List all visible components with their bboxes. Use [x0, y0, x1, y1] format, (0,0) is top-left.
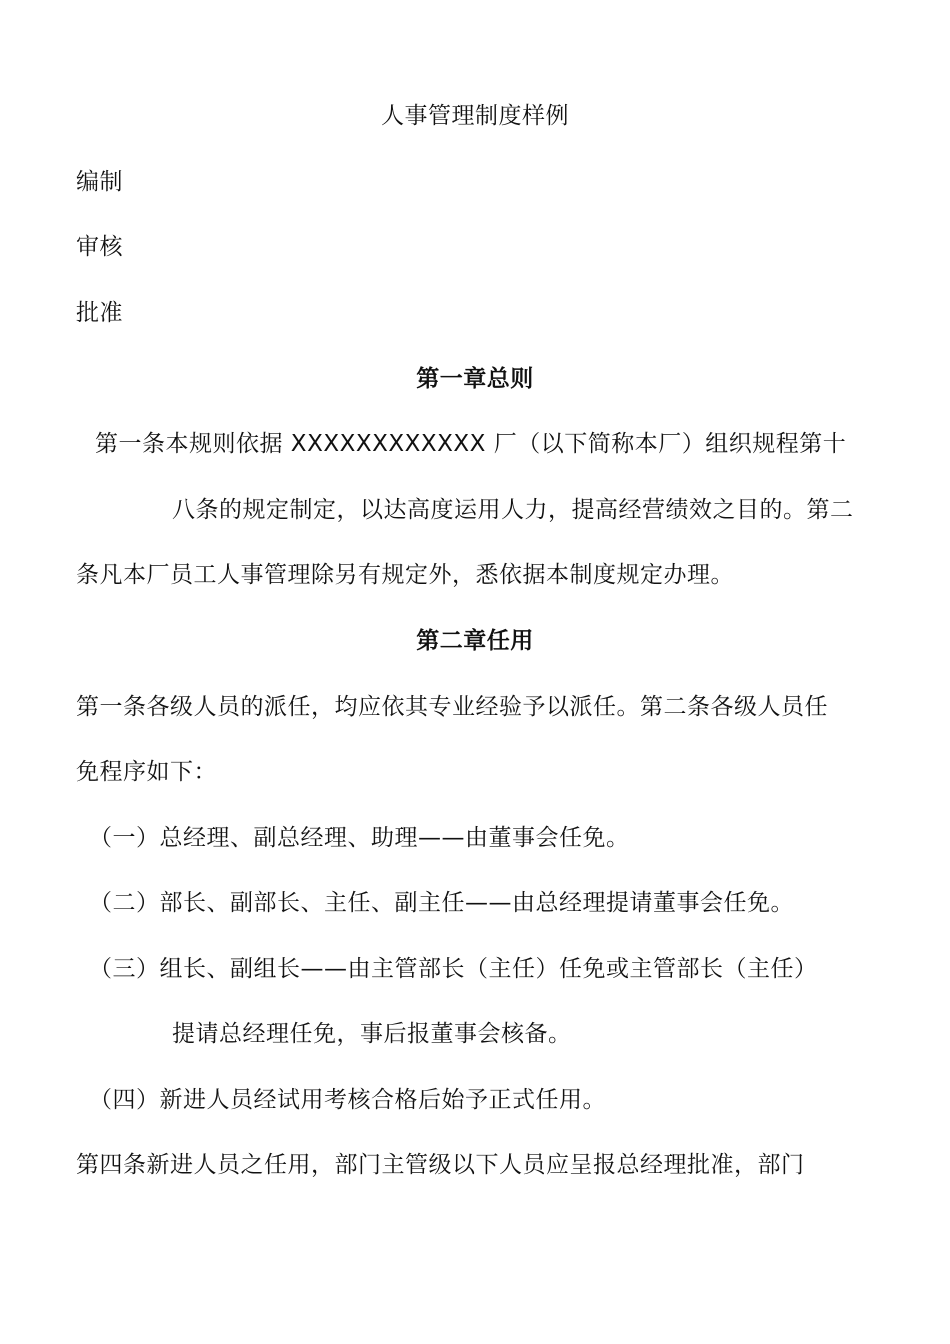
- document-title: 人事管理制度样例: [381, 103, 569, 129]
- chapter-2-paragraph-line: 第四条新进人员之任用，部门主管级以下人员应呈报总经理批准，部门: [76, 1152, 805, 1178]
- signoff-approved-label: 批准: [76, 300, 123, 326]
- appointment-item-1: （一）总经理、副总经理、助理——由董事会任免。: [89, 825, 630, 851]
- chapter-2-paragraph-line: 免程序如下：: [76, 759, 217, 785]
- signoff-reviewed-label: 审核: [76, 234, 123, 260]
- chapter-2-paragraph-line: 第一条各级人员的派任，均应依其专业经验予以派任。第二条各级人员任: [76, 694, 828, 720]
- chapter-1-paragraph-line: 八条的规定制定，以达高度运用人力，提高经营绩效之目的。第二: [172, 497, 854, 523]
- appointment-item-4: （四）新进人员经试用考核合格后始予正式任用。: [89, 1087, 606, 1113]
- signoff-prepared-label: 编制: [76, 169, 123, 195]
- appointment-item-2: （二）部长、副部长、主任、副主任——由总经理提请董事会任免。: [89, 890, 794, 916]
- chapter-1-heading: 第一章总则: [416, 366, 534, 392]
- appointment-item-3-continued: 提请总经理任免，事后报董事会核备。: [172, 1021, 572, 1047]
- chapter-2-heading: 第二章任用: [416, 628, 534, 654]
- chapter-1-paragraph-line: 第一条本规则依据 XXXXXXXXXXXX 厂（以下简称本厂）组织规程第十: [95, 431, 847, 457]
- chapter-1-paragraph-line: 条凡本厂员工人事管理除另有规定外，悉依据本制度规定办理。: [76, 562, 734, 588]
- appointment-item-3: （三）组长、副组长——由主管部长（主任）任免或主管部长（主任）: [89, 956, 818, 982]
